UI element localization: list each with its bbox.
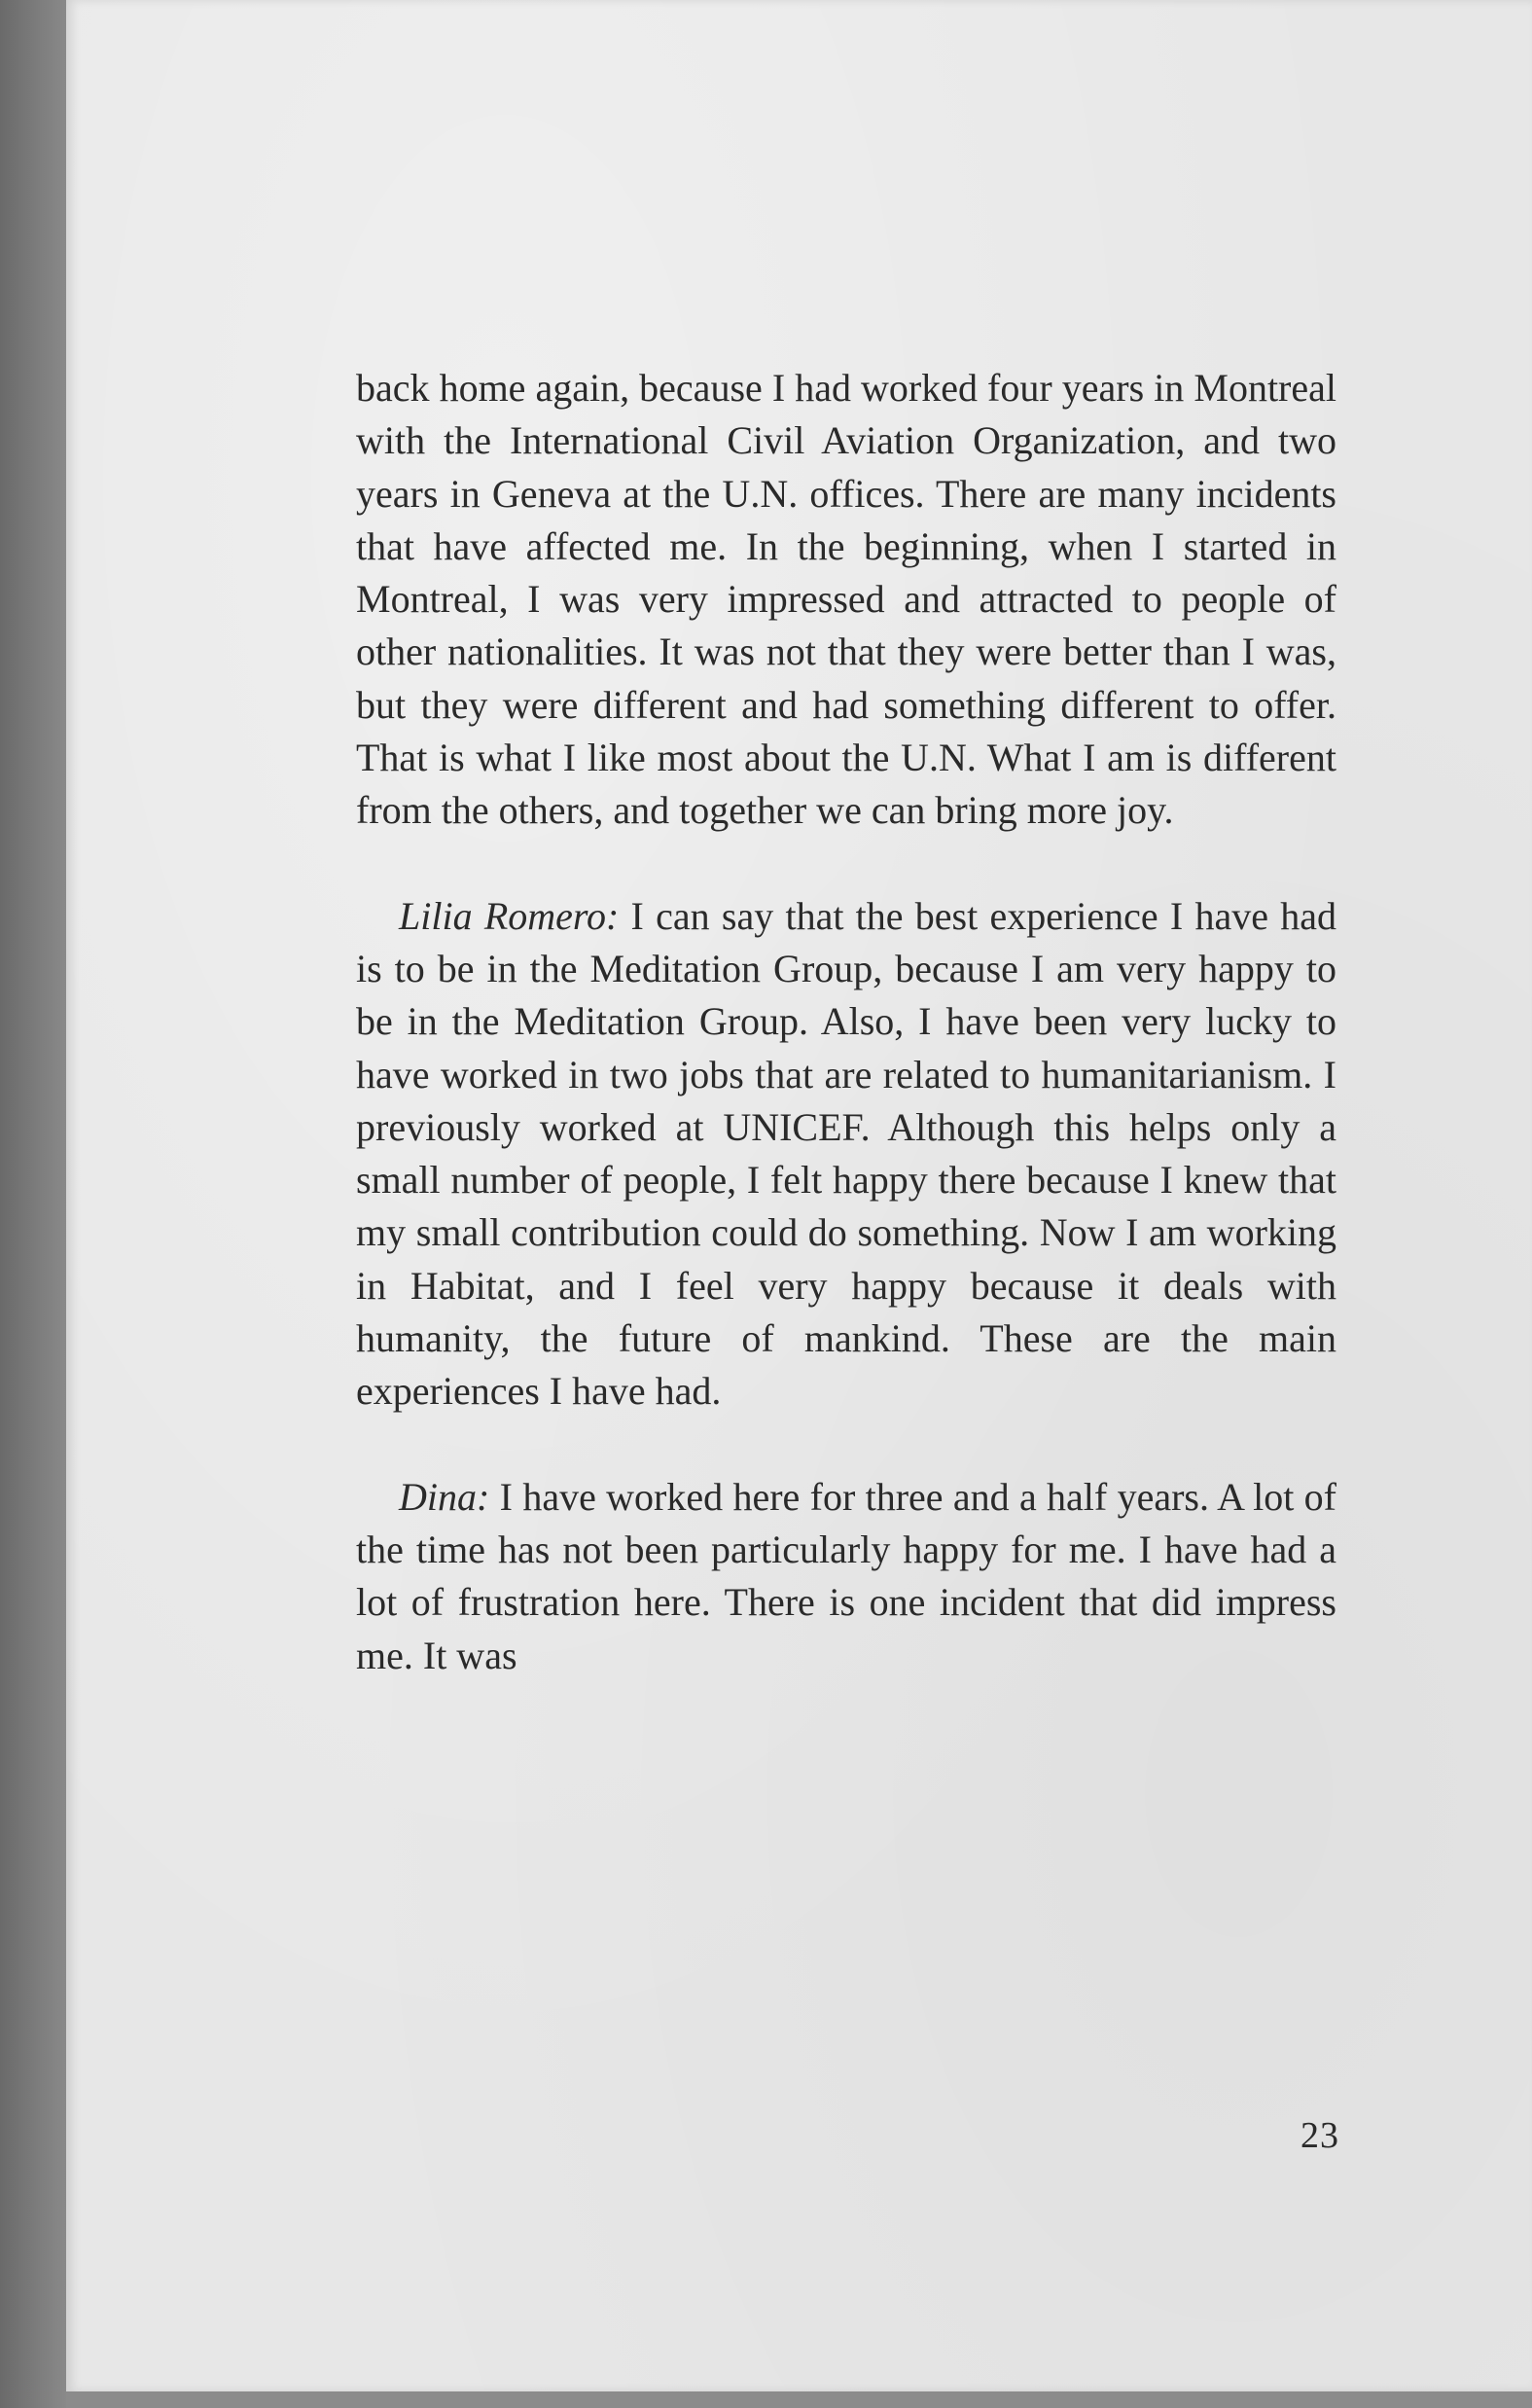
- paragraph-text: I can say that the best experience I have had is to be in the Meditation Group, because I am very happy to be in the Meditation Group. Also, I have been very lucky to have worked in two jobs that are related to humanitarianism. I previously worked at UNICEF. Although this helps only a small number of people, I felt happy there because I knew that my small contribution could do something. Now I am working in Habitat, and I feel very happy because it deals with humanity, the future of mankind. These are the main experiences I have had.: [356, 893, 1336, 1414]
- paragraph-dina: [356, 1471, 1336, 1682]
- paragraph-lilia-romero: [356, 890, 1336, 1419]
- paragraph-text: back home again, because I had worked four years in Montreal with the International Civil Aviation Organization, and two years in Geneva at the U.N. offices. There are many incidents that have affected me. In the beginning, when I started in Montreal, I was very impressed and attracted to people of other nationalities. It was not that they were better than I was, but they were different and had something different to offer. That is what I like most about the U.N. What I am is different from the others, and together we can bring more joy.: [356, 366, 1336, 833]
- body-text: [356, 362, 1336, 1682]
- speaker-name: Dina:: [399, 1474, 490, 1519]
- paragraph-continuation: [356, 362, 1336, 838]
- speaker-name: Lilia Romero:: [399, 893, 620, 938]
- page-number: 23: [1300, 2115, 1339, 2156]
- scan-left-margin: [0, 0, 68, 2408]
- scan-bottom-margin: [66, 2391, 1532, 2408]
- paragraph-text: I have worked here for three and a half years. A lot of the time has not been particularly happy for me. I have had a lot of frustration here. There is one incident that did impress me. It was: [356, 1474, 1336, 1677]
